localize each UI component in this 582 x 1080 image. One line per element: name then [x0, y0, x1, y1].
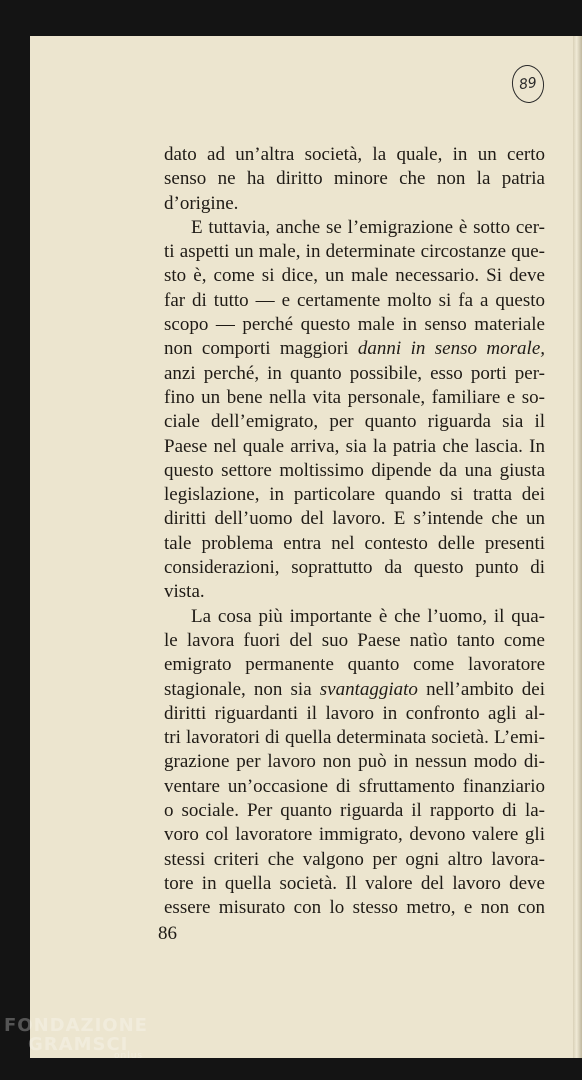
text-line: La cosa più importante è che l’uomo, il qua-: [191, 605, 545, 627]
text-line: far di tutto — e certamente molto si fa a questo: [164, 289, 545, 311]
text-line: tale problema entra nel contesto delle presenti: [164, 532, 545, 554]
text-line: ciale dell’emigrato, per quanto riguarda sia il: [164, 411, 545, 433]
text-line: grazione per lavoro non può in nessun modo di-: [164, 751, 545, 773]
text-line: legislazione, in particolare quando si tratta dei: [164, 484, 545, 506]
text-line: diritti riguardanti il lavoro in confronto agli al-: [164, 702, 545, 724]
text-line: scopo — perché questo male in senso materiale: [164, 314, 545, 336]
text-line: tore in quella società. Il valore del lavoro deve: [164, 872, 545, 894]
italic-phrase: danni in senso morale,: [357, 338, 545, 360]
text-line: Paese nel quale arriva, sia la patria che lascia. In: [164, 435, 545, 457]
text-line: questo settore moltissimo dipende da una giusta: [164, 459, 545, 481]
text-line: stagionale, non sia svantaggiato nell’ambito dei: [164, 678, 545, 700]
text-line: le lavora fuori del suo Paese natìo tanto come: [164, 629, 545, 651]
book-spine-edge: [573, 36, 582, 1058]
text-line: anzi perché, in quanto possibile, esso porti per-: [164, 362, 545, 384]
text-line: senso ne ha diritto minore che non la patria: [164, 168, 545, 190]
text-line: emigrato permanente quanto come lavoratore: [164, 654, 545, 676]
archive-page-mark: 89: [510, 63, 547, 105]
text-line: E tuttavia, anche se l’emigrazione è sotto cer-: [191, 216, 545, 238]
text-line: vista.: [164, 581, 205, 603]
text-line: o sociale. Per quanto riguarda il rapporto di la-: [164, 800, 545, 822]
text-line: essere misurato con lo stesso metro, e non con: [164, 897, 545, 919]
page-body-text: [164, 143, 545, 921]
fondazione-gramsci-watermark: [4, 1015, 148, 1061]
text-line: tri lavoratori di quella determinata società. L’emi-: [164, 727, 545, 749]
text-line: ti aspetti un male, in determinate circostanze que-: [164, 241, 545, 263]
watermark-line-3: onlus: [114, 1051, 144, 1061]
text-line: sto è, come si dice, un male necessario. Si deve: [164, 265, 545, 287]
text-line: considerazioni, soprattutto da questo punto di: [164, 557, 545, 579]
text-line: fino un bene nella vita personale, familiare e so-: [164, 386, 545, 408]
text-line: dato ad un’altra società, la quale, in un certo: [164, 144, 545, 165]
text-line: non comporti maggiori danni in senso morale,: [164, 338, 545, 360]
watermark-line-1: FONDAZIONE: [4, 1015, 148, 1036]
text-line: voro col lavoratore immigrato, devono valere gli: [164, 824, 545, 846]
text-line: d’origine.: [164, 192, 239, 214]
watermark-line-2: GRAMSCI: [28, 1034, 129, 1055]
text-line: ventare un’occasione di sfruttamento finanziario: [164, 775, 545, 797]
italic-phrase: svantaggiato: [319, 678, 418, 700]
text-line: diritti dell’uomo del lavoro. E s’intende che un: [164, 508, 545, 530]
text-line: stessi criteri che valgono per ogni altro lavora-: [164, 848, 545, 870]
page-number: 86: [158, 923, 177, 944]
